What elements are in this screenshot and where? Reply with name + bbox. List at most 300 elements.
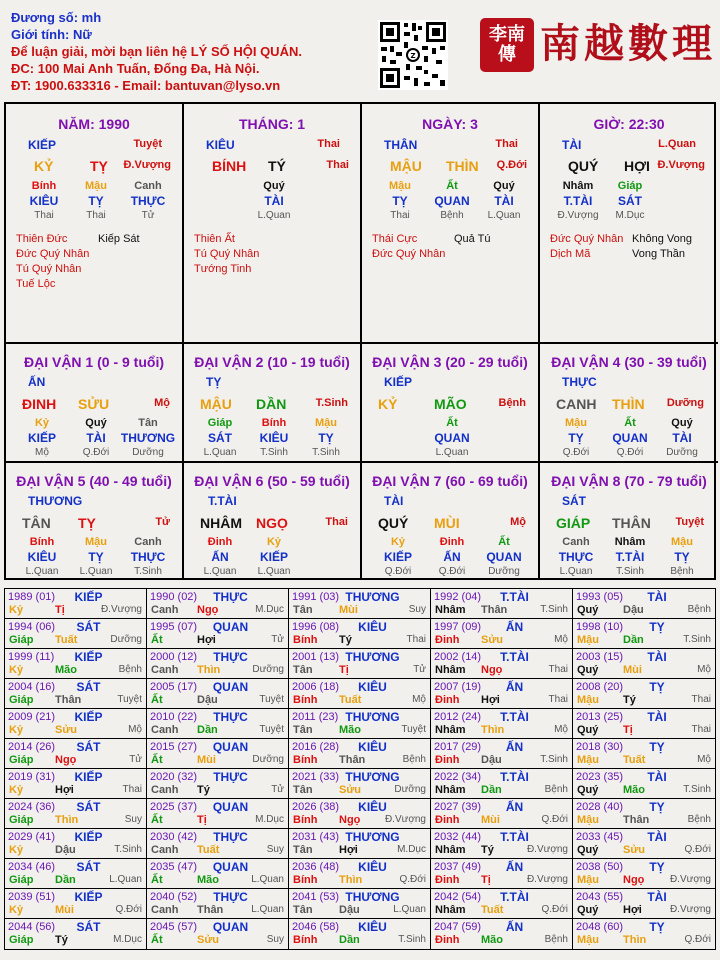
year-stem: Quý (577, 724, 599, 736)
year-branch: Ngọ (623, 874, 645, 886)
luck-hidden-stem: Mậu (85, 536, 107, 548)
annual-year-cell (289, 619, 431, 649)
annual-year-cell (431, 619, 573, 649)
year-label: 2014 (26) (8, 741, 56, 753)
luck-ten-god: TÀI (384, 494, 404, 508)
year-stem: Mậu (577, 874, 599, 886)
growth-phase-label: Tuyệt (133, 138, 162, 150)
year-ten-god: T.TÀI (500, 770, 529, 784)
year-ten-god: TỴ (649, 740, 665, 754)
year-branch: Hợi (481, 694, 500, 706)
year-ten-god: SÁT (76, 920, 101, 934)
year-stem: Ất (151, 634, 163, 646)
year-stem: Giáp (9, 814, 34, 826)
luck-hidden-ten-god: THƯƠNG (120, 431, 176, 445)
luck-hidden-phase: T.Sinh (312, 447, 340, 458)
luck-hidden-stem: Ất (446, 417, 458, 429)
year-branch: Dần (55, 874, 76, 886)
luck-hidden-ten-god: QUAN (486, 550, 522, 564)
luck-hidden-stem: Ất (498, 536, 510, 548)
year-branch: Tý (339, 634, 352, 646)
luck-hidden-stem: Bính (29, 536, 55, 548)
year-label: 2029 (41) (8, 831, 56, 843)
year-branch: Mùi (55, 904, 74, 916)
year-stem: Kỷ (9, 844, 24, 856)
year-stem: Nhâm (435, 844, 466, 856)
year-stem: Ất (151, 754, 163, 766)
annual-year-cell (431, 769, 573, 799)
earthly-branch: HỢI (624, 158, 650, 174)
shensha-star: Tuế Lộc (16, 278, 56, 290)
luck-phase: Thai (325, 516, 348, 528)
year-ten-god: ẤN (505, 680, 524, 694)
year-branch: Ngọ (481, 664, 503, 676)
year-stem: Tân (293, 904, 313, 916)
year-stem: Đinh (435, 754, 460, 766)
luck-phase: Dưỡng (666, 397, 704, 409)
year-branch: Mùi (197, 754, 216, 766)
year-label: 2036 (48) (292, 861, 340, 873)
hidden-phase: L.Quan (487, 210, 521, 221)
luck-ten-god: TỴ (206, 375, 222, 389)
year-stem: Nhâm (435, 604, 466, 616)
year-label: 2018 (30) (576, 741, 624, 753)
year-label: 2023 (35) (576, 771, 624, 783)
branch-phase: Đ.Vượng (657, 159, 705, 171)
year-phase: Suy (266, 934, 284, 945)
year-label: 2046 (58) (292, 921, 340, 933)
year-ten-god: T.TÀI (500, 890, 529, 904)
luck-pillar-cell (184, 344, 362, 463)
luck-hidden-phase: Q.Đới (438, 566, 466, 577)
year-branch: Thìn (55, 814, 79, 826)
annual-year-cell (573, 679, 715, 709)
year-label: 2005 (17) (150, 681, 198, 693)
hidden-phase: Tử (141, 210, 155, 221)
annual-year-cell (5, 679, 147, 709)
luck-phase: Tuyệt (675, 516, 704, 528)
year-phase: Thai (548, 694, 568, 705)
year-stem: Giáp (9, 694, 34, 706)
year-branch: Dậu (481, 754, 502, 766)
year-branch: Tị (197, 814, 207, 826)
year-branch: Ngọ (197, 604, 219, 616)
luck-ten-god: KIẾP (384, 375, 413, 389)
branch-phase: Thai (326, 159, 349, 171)
luck-phase: Tử (155, 516, 170, 528)
year-label: 1991 (03) (292, 591, 340, 603)
year-branch: Dần (481, 784, 502, 796)
year-branch: Tý (55, 934, 68, 946)
year-label: 2019 (31) (8, 771, 56, 783)
shensha-star: Dịch Mã (550, 248, 591, 260)
pillar-title: NGÀY: 3 (422, 116, 478, 132)
luck-pillar-cell (540, 463, 718, 580)
ten-god-label: KIẾP (28, 138, 57, 152)
annual-year-cell (147, 589, 289, 619)
year-ten-god: THỰC (213, 770, 248, 784)
annual-year-cell (147, 859, 289, 889)
annual-year-cell (573, 649, 715, 679)
year-phase: T.Sinh (114, 844, 142, 855)
year-branch: Sửu (197, 934, 220, 946)
year-stem: Quý (577, 784, 599, 796)
year-phase: Dưỡng (252, 754, 284, 765)
annual-year-cell (147, 829, 289, 859)
year-phase: Thai (548, 664, 568, 675)
luck-hidden-phase: Q.Đới (616, 447, 644, 458)
shensha-star: Quả Tú (454, 233, 491, 245)
pillar-cell (6, 104, 184, 344)
luck-hidden-phase: L.Quan (79, 566, 113, 577)
hidden-ten-god: KIÊU (29, 194, 59, 208)
year-phase: M.Dục (255, 604, 284, 615)
luck-hidden-stem: Đinh (439, 536, 465, 548)
year-ten-god: KIẾP (74, 770, 103, 784)
year-phase: Mộ (697, 664, 711, 675)
earthly-branch: THÌN (446, 158, 479, 174)
year-stem: Canh (151, 604, 179, 616)
luck-hidden-phase: L.Quan (203, 566, 237, 577)
year-ten-god: QUAN (212, 800, 249, 814)
year-label: 2035 (47) (150, 861, 198, 873)
year-branch: Tuất (339, 694, 362, 706)
year-phase: Q.Đới (541, 814, 568, 825)
hidden-phase: Thai (34, 210, 54, 221)
luck-stem: QUÝ (378, 515, 409, 531)
phone-email-line: ĐT: 1900.633316 - Email: bantuvan@lyso.vn (11, 78, 281, 93)
year-label: 2003 (15) (576, 651, 624, 663)
seal-logo: 李南 傳 (480, 18, 534, 72)
year-label: 2024 (36) (8, 801, 56, 813)
year-branch: Sửu (339, 784, 362, 796)
year-ten-god: ẤN (505, 860, 524, 874)
hidden-ten-god: T.TÀI (563, 194, 593, 208)
annual-year-cell (5, 649, 147, 679)
shensha-star: Kiếp Sát (98, 233, 140, 245)
year-ten-god: THỰC (213, 890, 248, 904)
hidden-stem: Bính (31, 180, 57, 192)
annual-year-cell (573, 799, 715, 829)
year-phase: Bệnh (687, 814, 711, 825)
hidden-ten-god: TÀI (494, 194, 514, 208)
year-ten-god: THỰC (213, 590, 248, 604)
year-phase: L.Quan (393, 904, 426, 915)
luck-hidden-phase: T.Sinh (616, 566, 644, 577)
year-stem: Mậu (577, 694, 599, 706)
year-branch: Dần (197, 724, 218, 736)
luck-pillar-title: ĐẠI VẬN 1 (0 - 9 tuổi) (23, 354, 164, 370)
year-stem: Ất (151, 874, 163, 886)
luck-stem: KỶ (378, 396, 398, 412)
year-stem: Kỷ (9, 784, 24, 796)
pillar-cell (184, 104, 362, 344)
luck-hidden-stem: Quý (85, 417, 107, 429)
year-label: 2000 (12) (150, 651, 198, 663)
luck-pillar-title: ĐẠI VẬN 3 (20 - 29 tuổi) (372, 354, 528, 370)
hidden-phase: Thai (390, 210, 410, 221)
hidden-ten-god: TÀI (264, 194, 284, 208)
year-label: 2011 (23) (292, 711, 339, 723)
year-label: 2022 (34) (434, 771, 482, 783)
luck-ten-god: ẤN (28, 375, 46, 389)
luck-hidden-phase: Q.Đới (562, 447, 590, 458)
hidden-ten-god: THỰC (130, 194, 166, 208)
hidden-stem: Canh (134, 180, 162, 192)
hidden-stem: Nhâm (562, 180, 594, 192)
luck-stem: ĐINH (22, 396, 57, 412)
shensha-star: Tú Quý Nhân (16, 263, 82, 275)
pillar-title: NĂM: 1990 (58, 116, 130, 132)
year-phase: Tử (271, 634, 284, 645)
year-stem: Bính (293, 814, 318, 826)
year-stem: Canh (151, 844, 179, 856)
year-ten-god: T.TÀI (500, 650, 529, 664)
annual-year-cell (431, 649, 573, 679)
hidden-stem: Giáp (617, 180, 643, 192)
annual-year-cell (431, 829, 573, 859)
year-ten-god: SÁT (76, 620, 101, 634)
year-branch: Dậu (197, 694, 218, 706)
luck-hidden-ten-god: TỴ (568, 431, 584, 445)
annual-year-cell (431, 679, 573, 709)
luck-hidden-stem: Mậu (671, 536, 693, 548)
luck-hidden-ten-god: QUAN (434, 431, 470, 445)
luck-pillar-cell (6, 344, 184, 463)
luck-hidden-ten-god: T.TÀI (615, 550, 645, 564)
luck-pillar-title: ĐẠI VẬN 5 (40 - 49 tuổi) (16, 473, 172, 489)
year-stem: Quý (577, 844, 599, 856)
annual-year-cell (431, 589, 573, 619)
branch-phase: Q.Đới (496, 159, 527, 171)
gender: Giới tính: Nữ (11, 27, 92, 42)
year-phase: L.Quan (251, 874, 284, 885)
year-branch: Dậu (339, 904, 360, 916)
year-label: 2021 (33) (292, 771, 340, 783)
year-stem: Bính (293, 934, 318, 946)
year-stem: Đinh (435, 934, 460, 946)
annual-year-cell (573, 889, 715, 919)
year-branch: Dậu (55, 844, 76, 856)
luck-ten-god: SÁT (562, 494, 586, 508)
year-label: 2038 (50) (576, 861, 624, 873)
year-ten-god: SÁT (76, 740, 101, 754)
year-stem: Canh (151, 784, 179, 796)
year-phase: T.Sinh (540, 604, 568, 615)
year-phase: T.Sinh (683, 784, 711, 795)
year-phase: Đ.Vượng (669, 874, 711, 885)
heavenly-stem: KỶ (34, 158, 54, 174)
year-ten-god: ẤN (505, 800, 524, 814)
year-ten-god: TÀI (647, 590, 667, 604)
branch-phase: Đ.Vượng (123, 159, 171, 171)
year-branch: Dần (623, 634, 644, 646)
annual-year-cell (289, 829, 431, 859)
year-branch: Mão (339, 724, 361, 736)
luck-phase: Mộ (154, 397, 170, 409)
luck-hidden-ten-god: QUAN (612, 431, 648, 445)
year-phase: Suy (266, 844, 284, 855)
luck-hidden-stem: Quý (671, 417, 693, 429)
shensha-star: Đức Quý Nhân (372, 248, 446, 260)
annual-year-cell (289, 679, 431, 709)
year-ten-god: QUAN (212, 680, 249, 694)
year-stem: Quý (577, 664, 599, 676)
year-label: 1997 (09) (434, 621, 482, 633)
luck-hidden-stem: Nhâm (614, 536, 646, 548)
year-ten-god: THƯƠNG (345, 590, 400, 604)
year-phase: M.Dục (397, 844, 426, 855)
year-phase: Tử (413, 664, 426, 675)
luck-hidden-ten-god: THỰC (558, 550, 594, 564)
year-label: 2047 (59) (434, 921, 482, 933)
annual-year-cell (573, 709, 715, 739)
year-branch: Tý (197, 784, 210, 796)
annual-year-cell (431, 859, 573, 889)
year-label: 2006 (18) (292, 681, 340, 693)
luck-hidden-phase: Dưỡng (132, 447, 164, 458)
year-label: 2013 (25) (576, 711, 624, 723)
year-branch: Thân (623, 814, 650, 826)
year-branch: Mùi (481, 814, 500, 826)
year-ten-god: THƯƠNG (345, 770, 400, 784)
year-label: 1996 (08) (292, 621, 340, 633)
luck-branch: SỬU (78, 396, 110, 412)
luck-pillar-cell (362, 344, 540, 463)
hidden-ten-god: TỴ (88, 194, 104, 208)
annual-year-cell (5, 859, 147, 889)
year-stem: Giáp (9, 934, 34, 946)
year-phase: Mộ (697, 754, 711, 765)
annual-year-cell (5, 919, 147, 949)
hidden-stem: Mậu (389, 180, 411, 192)
year-ten-god: T.TÀI (500, 830, 529, 844)
annual-year-cell (289, 889, 431, 919)
shensha-star: Thiên Ất (194, 233, 235, 245)
luck-hidden-ten-god: TỴ (318, 431, 334, 445)
year-phase: Suy (408, 604, 426, 615)
year-ten-god: ẤN (505, 920, 524, 934)
year-stem: Bính (293, 874, 318, 886)
ten-god-label: KIÊU (206, 138, 235, 152)
year-branch: Tị (623, 724, 633, 736)
year-branch: Sửu (623, 844, 646, 856)
annual-year-cell (5, 739, 147, 769)
year-branch: Thìn (623, 934, 647, 946)
earthly-branch: TỴ (90, 158, 108, 174)
year-label: 1993 (05) (576, 591, 624, 603)
luck-stem: GIÁP (556, 515, 591, 531)
year-stem: Ất (151, 694, 163, 706)
year-label: 1989 (01) (8, 591, 56, 603)
hidden-stem: Quý (263, 180, 285, 192)
annual-year-cell (147, 889, 289, 919)
year-branch: Mão (481, 934, 503, 946)
year-branch: Mão (55, 664, 77, 676)
year-ten-god: SÁT (76, 800, 101, 814)
luck-ten-god: THƯƠNG (28, 494, 83, 508)
year-stem: Kỷ (9, 604, 24, 616)
luck-hidden-phase: L.Quan (25, 566, 59, 577)
year-phase: Mộ (554, 634, 568, 645)
year-phase: Q.Đới (541, 904, 568, 915)
luck-phase: T.Sinh (315, 397, 348, 409)
year-phase: M.Dục (113, 934, 142, 945)
year-label: 2007 (19) (434, 681, 482, 693)
luck-hidden-phase: Mộ (35, 447, 49, 458)
luck-hidden-ten-god: KIÊU (27, 550, 57, 564)
year-phase: Dưỡng (394, 784, 426, 795)
annual-year-cell (147, 769, 289, 799)
luck-branch: THÂN (612, 515, 651, 531)
year-stem: Kỷ (9, 664, 24, 676)
year-ten-god: KIẾP (74, 650, 103, 664)
year-stem: Ất (151, 814, 163, 826)
year-ten-god: KIÊU (358, 620, 387, 634)
pillar-title: GIỜ: 22:30 (593, 116, 665, 132)
annual-year-cell (147, 799, 289, 829)
year-phase: Tử (271, 784, 284, 795)
luck-hidden-ten-god: ẤN (443, 550, 461, 564)
shensha-star: Vong Thần (632, 248, 686, 260)
annual-year-cell (573, 829, 715, 859)
year-phase: Q.Đới (684, 934, 711, 945)
year-ten-god: QUAN (212, 740, 249, 754)
luck-ten-god: T.TÀI (208, 494, 237, 508)
year-phase: T.Sinh (398, 934, 426, 945)
annual-year-cell (5, 619, 147, 649)
luck-pillar-title: ĐẠI VẬN 7 (60 - 69 tuổi) (372, 473, 528, 489)
year-branch: Tị (55, 604, 65, 616)
luck-hidden-stem: Mậu (565, 417, 587, 429)
luck-hidden-ten-god: THỰC (130, 550, 166, 564)
year-stem: Bính (293, 694, 318, 706)
hidden-phase: M.Dục (615, 210, 645, 221)
luck-hidden-phase: Dưỡng (666, 447, 698, 458)
year-branch: Tị (481, 874, 491, 886)
year-ten-god: TỴ (649, 860, 665, 874)
year-phase: T.Sinh (540, 754, 568, 765)
year-phase: Tuyệt (259, 694, 284, 705)
year-ten-god: THỰC (213, 830, 248, 844)
annual-year-cell (147, 649, 289, 679)
svg-text:Z: Z (410, 52, 416, 60)
luck-hidden-phase: L.Quan (559, 566, 593, 577)
year-ten-god: QUAN (212, 620, 249, 634)
year-branch: Thân (197, 904, 224, 916)
year-ten-god: SÁT (76, 860, 101, 874)
year-branch: Ngọ (339, 814, 361, 826)
luck-hidden-ten-god: TỴ (674, 550, 690, 564)
annual-year-cell (147, 679, 289, 709)
annual-year-cell (147, 619, 289, 649)
year-phase: Suy (124, 814, 142, 825)
luck-hidden-stem: Đinh (207, 536, 233, 548)
year-ten-god: T.TÀI (500, 590, 529, 604)
luck-stem: CANH (556, 396, 597, 412)
year-label: 2001 (13) (292, 651, 340, 663)
year-ten-god: QUAN (212, 920, 249, 934)
luck-ten-god: THỰC (562, 375, 597, 389)
year-label: 1990 (02) (150, 591, 198, 603)
year-phase: Tuyệt (401, 724, 426, 735)
shensha-star: Đức Quý Nhân (550, 233, 624, 245)
year-branch: Hợi (623, 904, 642, 916)
year-label: 2034 (46) (8, 861, 56, 873)
year-ten-god: ẤN (505, 740, 524, 754)
annual-year-cell (431, 709, 573, 739)
year-stem: Mậu (577, 934, 599, 946)
